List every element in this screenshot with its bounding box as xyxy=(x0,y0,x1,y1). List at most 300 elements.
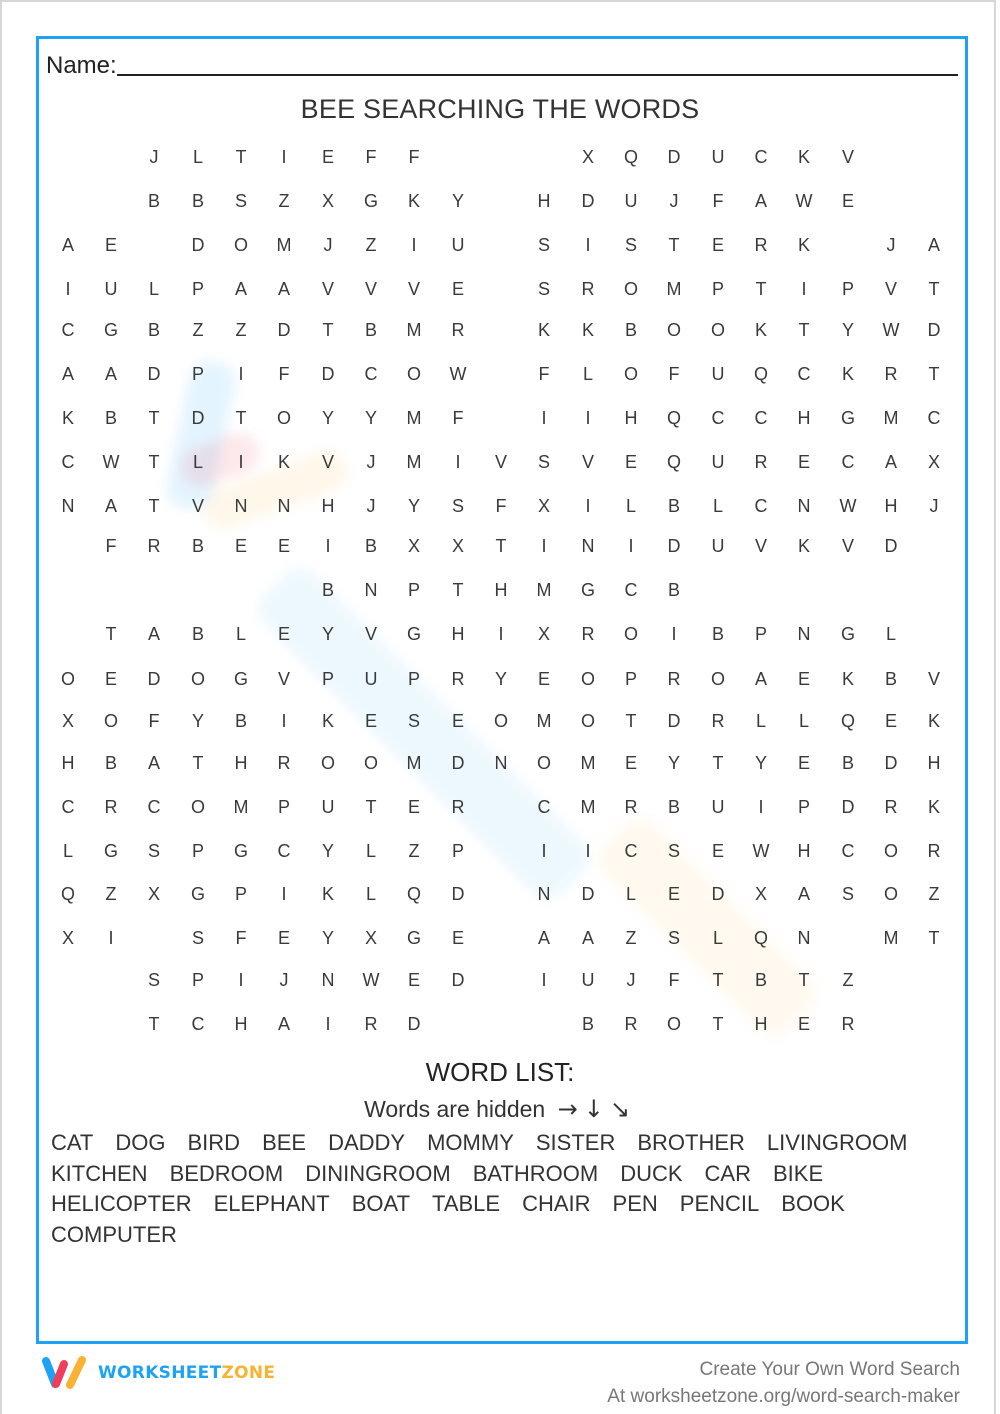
grid-letter[interactable]: E xyxy=(234,536,247,556)
grid-letter[interactable]: I xyxy=(238,452,244,472)
grid-letter[interactable]: Q xyxy=(406,884,421,904)
grid-letter[interactable]: M xyxy=(233,797,249,817)
grid-letter[interactable]: D xyxy=(147,364,161,384)
grid-letter[interactable]: R xyxy=(667,669,681,689)
grid-letter[interactable]: I xyxy=(325,1014,331,1034)
grid-letter[interactable]: I xyxy=(541,970,547,990)
grid-letter[interactable]: H xyxy=(884,496,898,516)
grid-letter[interactable]: D xyxy=(147,669,161,689)
grid-letter[interactable]: B xyxy=(667,496,680,516)
grid-letter[interactable]: E xyxy=(277,928,290,948)
grid-letter[interactable]: X xyxy=(364,928,377,948)
grid-letter[interactable]: R xyxy=(927,841,941,861)
grid-letter[interactable]: E xyxy=(407,797,420,817)
grid-letter[interactable]: R xyxy=(841,1014,855,1034)
grid-letter[interactable]: O xyxy=(536,753,551,773)
grid-letter[interactable]: X xyxy=(61,711,74,731)
grid-letter[interactable]: E xyxy=(797,669,810,689)
grid-letter[interactable]: P xyxy=(624,669,637,689)
grid-letter[interactable]: E xyxy=(624,452,637,472)
grid-letter[interactable]: R xyxy=(451,669,465,689)
grid-letter[interactable]: L xyxy=(235,624,246,644)
grid-letter[interactable]: C xyxy=(537,797,551,817)
grid-letter[interactable]: C xyxy=(841,452,855,472)
grid-letter[interactable]: Z xyxy=(625,928,637,948)
grid-letter[interactable]: B xyxy=(884,669,897,689)
grid-letter[interactable]: L xyxy=(365,884,376,904)
grid-letter[interactable]: J xyxy=(626,970,636,990)
grid-letter[interactable]: G xyxy=(103,841,118,861)
grid-letter[interactable]: E xyxy=(624,753,637,773)
grid-letter[interactable]: Q xyxy=(623,147,638,167)
grid-letter[interactable]: H xyxy=(234,753,248,773)
grid-letter[interactable]: B xyxy=(104,408,117,428)
grid-letter[interactable]: G xyxy=(363,191,378,211)
grid-letter[interactable]: E xyxy=(884,711,897,731)
grid-letter[interactable]: J xyxy=(323,235,333,255)
grid-letter[interactable]: I xyxy=(585,496,591,516)
grid-letter[interactable]: S xyxy=(537,279,550,299)
grid-letter[interactable]: X xyxy=(61,928,74,948)
grid-letter[interactable]: B xyxy=(234,711,247,731)
grid-letter[interactable]: X xyxy=(754,884,767,904)
grid-letter[interactable]: O xyxy=(623,624,638,644)
grid-letter[interactable]: G xyxy=(190,884,205,904)
grid-letter[interactable]: L xyxy=(148,279,159,299)
grid-letter[interactable]: X xyxy=(537,624,550,644)
grid-letter[interactable]: D xyxy=(667,536,681,556)
grid-letter[interactable]: Y xyxy=(407,496,420,516)
grid-letter[interactable]: E xyxy=(711,841,724,861)
grid-letter[interactable]: C xyxy=(754,147,768,167)
grid-letter[interactable]: C xyxy=(754,496,768,516)
grid-letter[interactable]: O xyxy=(623,364,638,384)
grid-letter[interactable]: E xyxy=(667,884,680,904)
grid-letter[interactable]: O xyxy=(493,711,508,731)
grid-letter[interactable]: K xyxy=(754,320,767,340)
grid-letter[interactable]: C xyxy=(624,841,638,861)
grid-letter[interactable]: Z xyxy=(105,884,117,904)
grid-letter[interactable]: I xyxy=(585,841,591,861)
grid-letter[interactable]: J xyxy=(669,191,679,211)
grid-letter[interactable]: J xyxy=(366,496,376,516)
grid-letter[interactable]: U xyxy=(451,235,465,255)
grid-letter[interactable]: N xyxy=(494,753,508,773)
grid-letter[interactable]: M xyxy=(666,279,682,299)
grid-letter[interactable]: I xyxy=(541,408,547,428)
name-field[interactable] xyxy=(46,50,958,80)
grid-letter[interactable]: I xyxy=(628,536,634,556)
grid-letter[interactable]: J xyxy=(886,235,896,255)
grid-letter[interactable]: P xyxy=(191,279,204,299)
grid-letter[interactable]: V xyxy=(581,452,594,472)
grid-letter[interactable]: A xyxy=(537,928,550,948)
grid-letter[interactable]: L xyxy=(625,884,636,904)
grid-letter[interactable]: L xyxy=(582,364,593,384)
grid-letter[interactable]: U xyxy=(624,191,638,211)
grid-letter[interactable]: Y xyxy=(191,711,204,731)
name-underline[interactable] xyxy=(117,73,958,76)
grid-letter[interactable]: G xyxy=(840,408,855,428)
grid-letter[interactable]: F xyxy=(712,191,724,211)
grid-letter[interactable]: D xyxy=(321,364,335,384)
grid-letter[interactable]: V xyxy=(841,536,854,556)
grid-letter[interactable]: M xyxy=(276,235,292,255)
grid-letter[interactable]: T xyxy=(365,797,377,817)
grid-letter[interactable]: R xyxy=(277,753,291,773)
grid-letter[interactable]: H xyxy=(494,580,508,600)
grid-letter[interactable]: I xyxy=(585,408,591,428)
grid-letter[interactable]: S xyxy=(841,884,854,904)
grid-letter[interactable]: D xyxy=(884,536,898,556)
grid-letter[interactable]: P xyxy=(711,279,724,299)
grid-letter[interactable]: V xyxy=(754,536,767,556)
grid-letter[interactable]: N xyxy=(797,928,811,948)
grid-letter[interactable]: F xyxy=(365,147,377,167)
grid-letter[interactable]: F xyxy=(148,711,160,731)
grid-letter[interactable]: E xyxy=(841,191,854,211)
grid-letter[interactable]: R xyxy=(624,797,638,817)
grid-letter[interactable]: T xyxy=(712,970,724,990)
grid-letter[interactable]: T xyxy=(798,970,810,990)
grid-letter[interactable]: B xyxy=(754,970,767,990)
grid-letter[interactable]: B xyxy=(364,536,377,556)
grid-letter[interactable]: O xyxy=(103,711,118,731)
grid-letter[interactable]: M xyxy=(406,753,422,773)
grid-letter[interactable]: Z xyxy=(365,235,377,255)
grid-letter[interactable]: U xyxy=(711,364,725,384)
grid-letter[interactable]: I xyxy=(455,452,461,472)
grid-letter[interactable]: I xyxy=(281,147,287,167)
grid-letter[interactable]: X xyxy=(927,452,940,472)
grid-letter[interactable]: E xyxy=(451,711,464,731)
grid-letter[interactable]: J xyxy=(366,452,376,472)
grid-letter[interactable]: B xyxy=(191,191,204,211)
grid-letter[interactable]: M xyxy=(406,452,422,472)
grid-letter[interactable]: P xyxy=(277,797,290,817)
grid-letter[interactable]: Y xyxy=(754,753,767,773)
grid-letter[interactable]: I xyxy=(801,279,807,299)
grid-letter[interactable]: A xyxy=(581,928,594,948)
grid-letter[interactable]: Q xyxy=(753,364,768,384)
grid-letter[interactable]: C xyxy=(61,797,75,817)
grid-letter[interactable]: E xyxy=(797,753,810,773)
grid-letter[interactable]: D xyxy=(711,884,725,904)
grid-letter[interactable]: V xyxy=(277,669,290,689)
grid-letter[interactable]: S xyxy=(147,841,160,861)
grid-letter[interactable]: V xyxy=(321,452,334,472)
grid-letter[interactable]: L xyxy=(755,711,766,731)
grid-letter[interactable]: A xyxy=(104,496,117,516)
grid-letter[interactable]: L xyxy=(712,496,723,516)
grid-letter[interactable]: K xyxy=(841,669,854,689)
grid-letter[interactable]: K xyxy=(797,536,810,556)
grid-letter[interactable]: O xyxy=(60,669,75,689)
grid-letter[interactable]: T xyxy=(148,1014,160,1034)
grid-letter[interactable]: D xyxy=(407,1014,421,1034)
grid-letter[interactable]: M xyxy=(406,408,422,428)
grid-letter[interactable]: M xyxy=(406,320,422,340)
grid-letter[interactable]: P xyxy=(191,841,204,861)
grid-letter[interactable]: Y xyxy=(321,408,334,428)
grid-letter[interactable]: A xyxy=(797,884,810,904)
grid-letter[interactable]: C xyxy=(797,364,811,384)
grid-letter[interactable]: H xyxy=(451,624,465,644)
grid-letter[interactable]: S xyxy=(147,970,160,990)
grid-letter[interactable]: S xyxy=(191,928,204,948)
grid-letter[interactable]: W xyxy=(449,364,467,384)
grid-letter[interactable]: N xyxy=(797,624,811,644)
grid-letter[interactable]: V xyxy=(494,452,507,472)
grid-letter[interactable]: A xyxy=(277,1014,290,1034)
grid-letter[interactable]: H xyxy=(61,753,75,773)
grid-letter[interactable]: D xyxy=(451,753,465,773)
grid-letter[interactable]: T xyxy=(235,408,247,428)
grid-letter[interactable]: I xyxy=(541,536,547,556)
grid-letter[interactable]: W xyxy=(102,452,120,472)
grid-letter[interactable]: A xyxy=(754,669,767,689)
grid-letter[interactable]: I xyxy=(281,711,287,731)
grid-letter[interactable]: L xyxy=(365,841,376,861)
grid-letter[interactable]: E xyxy=(407,970,420,990)
grid-letter[interactable]: F xyxy=(235,928,247,948)
grid-letter[interactable]: O xyxy=(883,841,898,861)
grid-letter[interactable]: L xyxy=(62,841,73,861)
grid-letter[interactable]: W xyxy=(839,496,857,516)
grid-letter[interactable]: T xyxy=(928,364,940,384)
grid-letter[interactable]: T xyxy=(105,624,117,644)
grid-letter[interactable]: H xyxy=(537,191,551,211)
grid-letter[interactable]: X xyxy=(321,191,334,211)
grid-letter[interactable]: B xyxy=(841,753,854,773)
grid-letter[interactable]: S xyxy=(451,496,464,516)
grid-letter[interactable]: C xyxy=(711,408,725,428)
grid-letter[interactable]: T xyxy=(192,753,204,773)
grid-letter[interactable]: Z xyxy=(192,320,204,340)
grid-letter[interactable]: K xyxy=(537,320,550,340)
grid-letter[interactable]: B xyxy=(667,580,680,600)
grid-letter[interactable]: M xyxy=(883,408,899,428)
grid-letter[interactable]: K xyxy=(797,147,810,167)
grid-letter[interactable]: B xyxy=(711,624,724,644)
grid-letter[interactable]: Y xyxy=(321,928,334,948)
grid-letter[interactable]: R xyxy=(104,797,118,817)
grid-letter[interactable]: Z xyxy=(842,970,854,990)
grid-letter[interactable]: H xyxy=(927,753,941,773)
grid-letter[interactable]: C xyxy=(927,408,941,428)
grid-letter[interactable]: A xyxy=(61,235,74,255)
grid-letter[interactable]: D xyxy=(927,320,941,340)
grid-letter[interactable]: A xyxy=(61,364,74,384)
grid-letter[interactable]: I xyxy=(65,279,71,299)
grid-letter[interactable]: M xyxy=(580,753,596,773)
grid-letter[interactable]: V xyxy=(927,669,940,689)
grid-letter[interactable]: R xyxy=(754,235,768,255)
grid-letter[interactable]: T xyxy=(235,147,247,167)
grid-letter[interactable]: Q xyxy=(840,711,855,731)
grid-letter[interactable]: B xyxy=(147,320,160,340)
grid-letter[interactable]: J xyxy=(929,496,939,516)
grid-letter[interactable]: B xyxy=(624,320,637,340)
grid-letter[interactable]: P xyxy=(321,669,334,689)
grid-letter[interactable]: R xyxy=(364,1014,378,1034)
grid-letter[interactable]: Z xyxy=(235,320,247,340)
grid-letter[interactable]: U xyxy=(104,279,118,299)
grid-letter[interactable]: P xyxy=(407,669,420,689)
grid-letter[interactable]: I xyxy=(411,235,417,255)
grid-letter[interactable]: V xyxy=(407,279,420,299)
grid-letter[interactable]: O xyxy=(710,669,725,689)
grid-letter[interactable]: O xyxy=(710,320,725,340)
grid-letter[interactable]: Y xyxy=(321,624,334,644)
grid-letter[interactable]: U xyxy=(711,147,725,167)
grid-letter[interactable]: N xyxy=(537,884,551,904)
grid-letter[interactable]: H xyxy=(321,496,335,516)
grid-letter[interactable]: E xyxy=(797,1014,810,1034)
grid-letter[interactable]: T xyxy=(928,279,940,299)
grid-letter[interactable]: T xyxy=(755,279,767,299)
grid-letter[interactable]: Q xyxy=(753,928,768,948)
grid-letter[interactable]: D xyxy=(451,970,465,990)
grid-letter[interactable]: D xyxy=(277,320,291,340)
grid-letter[interactable]: C xyxy=(147,797,161,817)
grid-letter[interactable]: D xyxy=(191,235,205,255)
grid-letter[interactable]: S xyxy=(667,928,680,948)
grid-letter[interactable]: E xyxy=(104,235,117,255)
grid-letter[interactable]: N xyxy=(61,496,75,516)
grid-letter[interactable]: M xyxy=(580,797,596,817)
grid-letter[interactable]: G xyxy=(233,669,248,689)
grid-letter[interactable]: R xyxy=(581,279,595,299)
grid-letter[interactable]: T xyxy=(148,452,160,472)
grid-letter[interactable]: N xyxy=(797,496,811,516)
grid-letter[interactable]: F xyxy=(668,364,680,384)
grid-letter[interactable]: O xyxy=(883,884,898,904)
grid-letter[interactable]: I xyxy=(585,235,591,255)
grid-letter[interactable]: O xyxy=(406,364,421,384)
grid-letter[interactable]: I xyxy=(541,841,547,861)
grid-letter[interactable]: R xyxy=(451,797,465,817)
grid-letter[interactable]: I xyxy=(281,884,287,904)
grid-letter[interactable]: D xyxy=(667,147,681,167)
grid-letter[interactable]: S xyxy=(537,452,550,472)
grid-letter[interactable]: I xyxy=(238,970,244,990)
grid-letter[interactable]: F xyxy=(105,536,117,556)
grid-letter[interactable]: P xyxy=(191,970,204,990)
grid-letter[interactable]: X xyxy=(147,884,160,904)
grid-letter[interactable]: A xyxy=(927,235,940,255)
grid-letter[interactable]: Q xyxy=(60,884,75,904)
worksheetzone-logo[interactable] xyxy=(40,1356,275,1390)
grid-letter[interactable]: J xyxy=(279,970,289,990)
grid-letter[interactable]: K xyxy=(581,320,594,340)
grid-letter[interactable]: C xyxy=(754,408,768,428)
grid-letter[interactable]: K xyxy=(407,191,420,211)
grid-letter[interactable]: G xyxy=(103,320,118,340)
grid-letter[interactable]: E xyxy=(711,235,724,255)
grid-letter[interactable]: C xyxy=(624,580,638,600)
grid-letter[interactable]: Y xyxy=(494,669,507,689)
grid-letter[interactable]: Y xyxy=(364,408,377,428)
grid-letter[interactable]: G xyxy=(406,624,421,644)
grid-letter[interactable]: F xyxy=(668,970,680,990)
grid-letter[interactable]: I xyxy=(498,624,504,644)
grid-letter[interactable]: V xyxy=(884,279,897,299)
grid-letter[interactable]: D xyxy=(667,711,681,731)
grid-letter[interactable]: S xyxy=(407,711,420,731)
grid-letter[interactable]: E xyxy=(104,669,117,689)
grid-letter[interactable]: S xyxy=(537,235,550,255)
grid-letter[interactable]: D xyxy=(581,191,595,211)
grid-letter[interactable]: K xyxy=(927,797,940,817)
grid-letter[interactable]: N xyxy=(364,580,378,600)
grid-letter[interactable]: V xyxy=(841,147,854,167)
grid-letter[interactable]: C xyxy=(61,320,75,340)
grid-letter[interactable]: V xyxy=(191,496,204,516)
grid-letter[interactable]: X xyxy=(581,147,594,167)
grid-letter[interactable]: R xyxy=(884,797,898,817)
grid-letter[interactable]: I xyxy=(758,797,764,817)
grid-letter[interactable]: P xyxy=(754,624,767,644)
grid-letter[interactable]: L xyxy=(192,452,203,472)
grid-letter[interactable]: K xyxy=(927,711,940,731)
grid-letter[interactable]: W xyxy=(362,970,380,990)
grid-letter[interactable]: U xyxy=(364,669,378,689)
grid-letter[interactable]: H xyxy=(624,408,638,428)
grid-letter[interactable]: T xyxy=(712,1014,724,1034)
grid-letter[interactable]: B xyxy=(321,580,334,600)
grid-letter[interactable]: C xyxy=(191,1014,205,1034)
grid-letter[interactable]: Z xyxy=(278,191,290,211)
grid-letter[interactable]: N xyxy=(321,970,335,990)
grid-letter[interactable]: Z xyxy=(928,884,940,904)
grid-letter[interactable]: U xyxy=(321,797,335,817)
grid-letter[interactable]: K xyxy=(797,235,810,255)
grid-letter[interactable]: A xyxy=(147,624,160,644)
footer-link[interactable]: At worksheetzone.org/word-search-maker xyxy=(607,1386,960,1407)
grid-letter[interactable]: D xyxy=(581,884,595,904)
grid-letter[interactable]: G xyxy=(580,580,595,600)
grid-letter[interactable]: T xyxy=(322,320,334,340)
grid-letter[interactable]: R xyxy=(581,624,595,644)
grid-letter[interactable]: O xyxy=(276,408,291,428)
grid-letter[interactable]: G xyxy=(840,624,855,644)
grid-letter[interactable]: E xyxy=(537,669,550,689)
grid-letter[interactable]: D xyxy=(884,753,898,773)
grid-letter[interactable]: R xyxy=(451,320,465,340)
grid-letter[interactable]: L xyxy=(798,711,809,731)
grid-letter[interactable]: F xyxy=(408,147,420,167)
grid-letter[interactable]: E xyxy=(364,711,377,731)
grid-letter[interactable]: C xyxy=(61,452,75,472)
grid-letter[interactable]: S xyxy=(624,235,637,255)
grid-letter[interactable]: O xyxy=(623,279,638,299)
grid-letter[interactable]: A xyxy=(277,279,290,299)
grid-letter[interactable]: W xyxy=(882,320,900,340)
grid-letter[interactable]: Y xyxy=(667,753,680,773)
grid-letter[interactable]: H xyxy=(754,1014,768,1034)
grid-letter[interactable]: H xyxy=(797,408,811,428)
grid-letter[interactable]: K xyxy=(321,884,334,904)
grid-letter[interactable]: T xyxy=(668,235,680,255)
grid-letter[interactable]: Y xyxy=(321,841,334,861)
grid-letter[interactable]: E xyxy=(451,279,464,299)
grid-letter[interactable]: B xyxy=(581,1014,594,1034)
grid-letter[interactable]: U xyxy=(581,970,595,990)
grid-letter[interactable]: I xyxy=(108,928,114,948)
grid-letter[interactable]: F xyxy=(452,408,464,428)
grid-letter[interactable]: R xyxy=(147,536,161,556)
